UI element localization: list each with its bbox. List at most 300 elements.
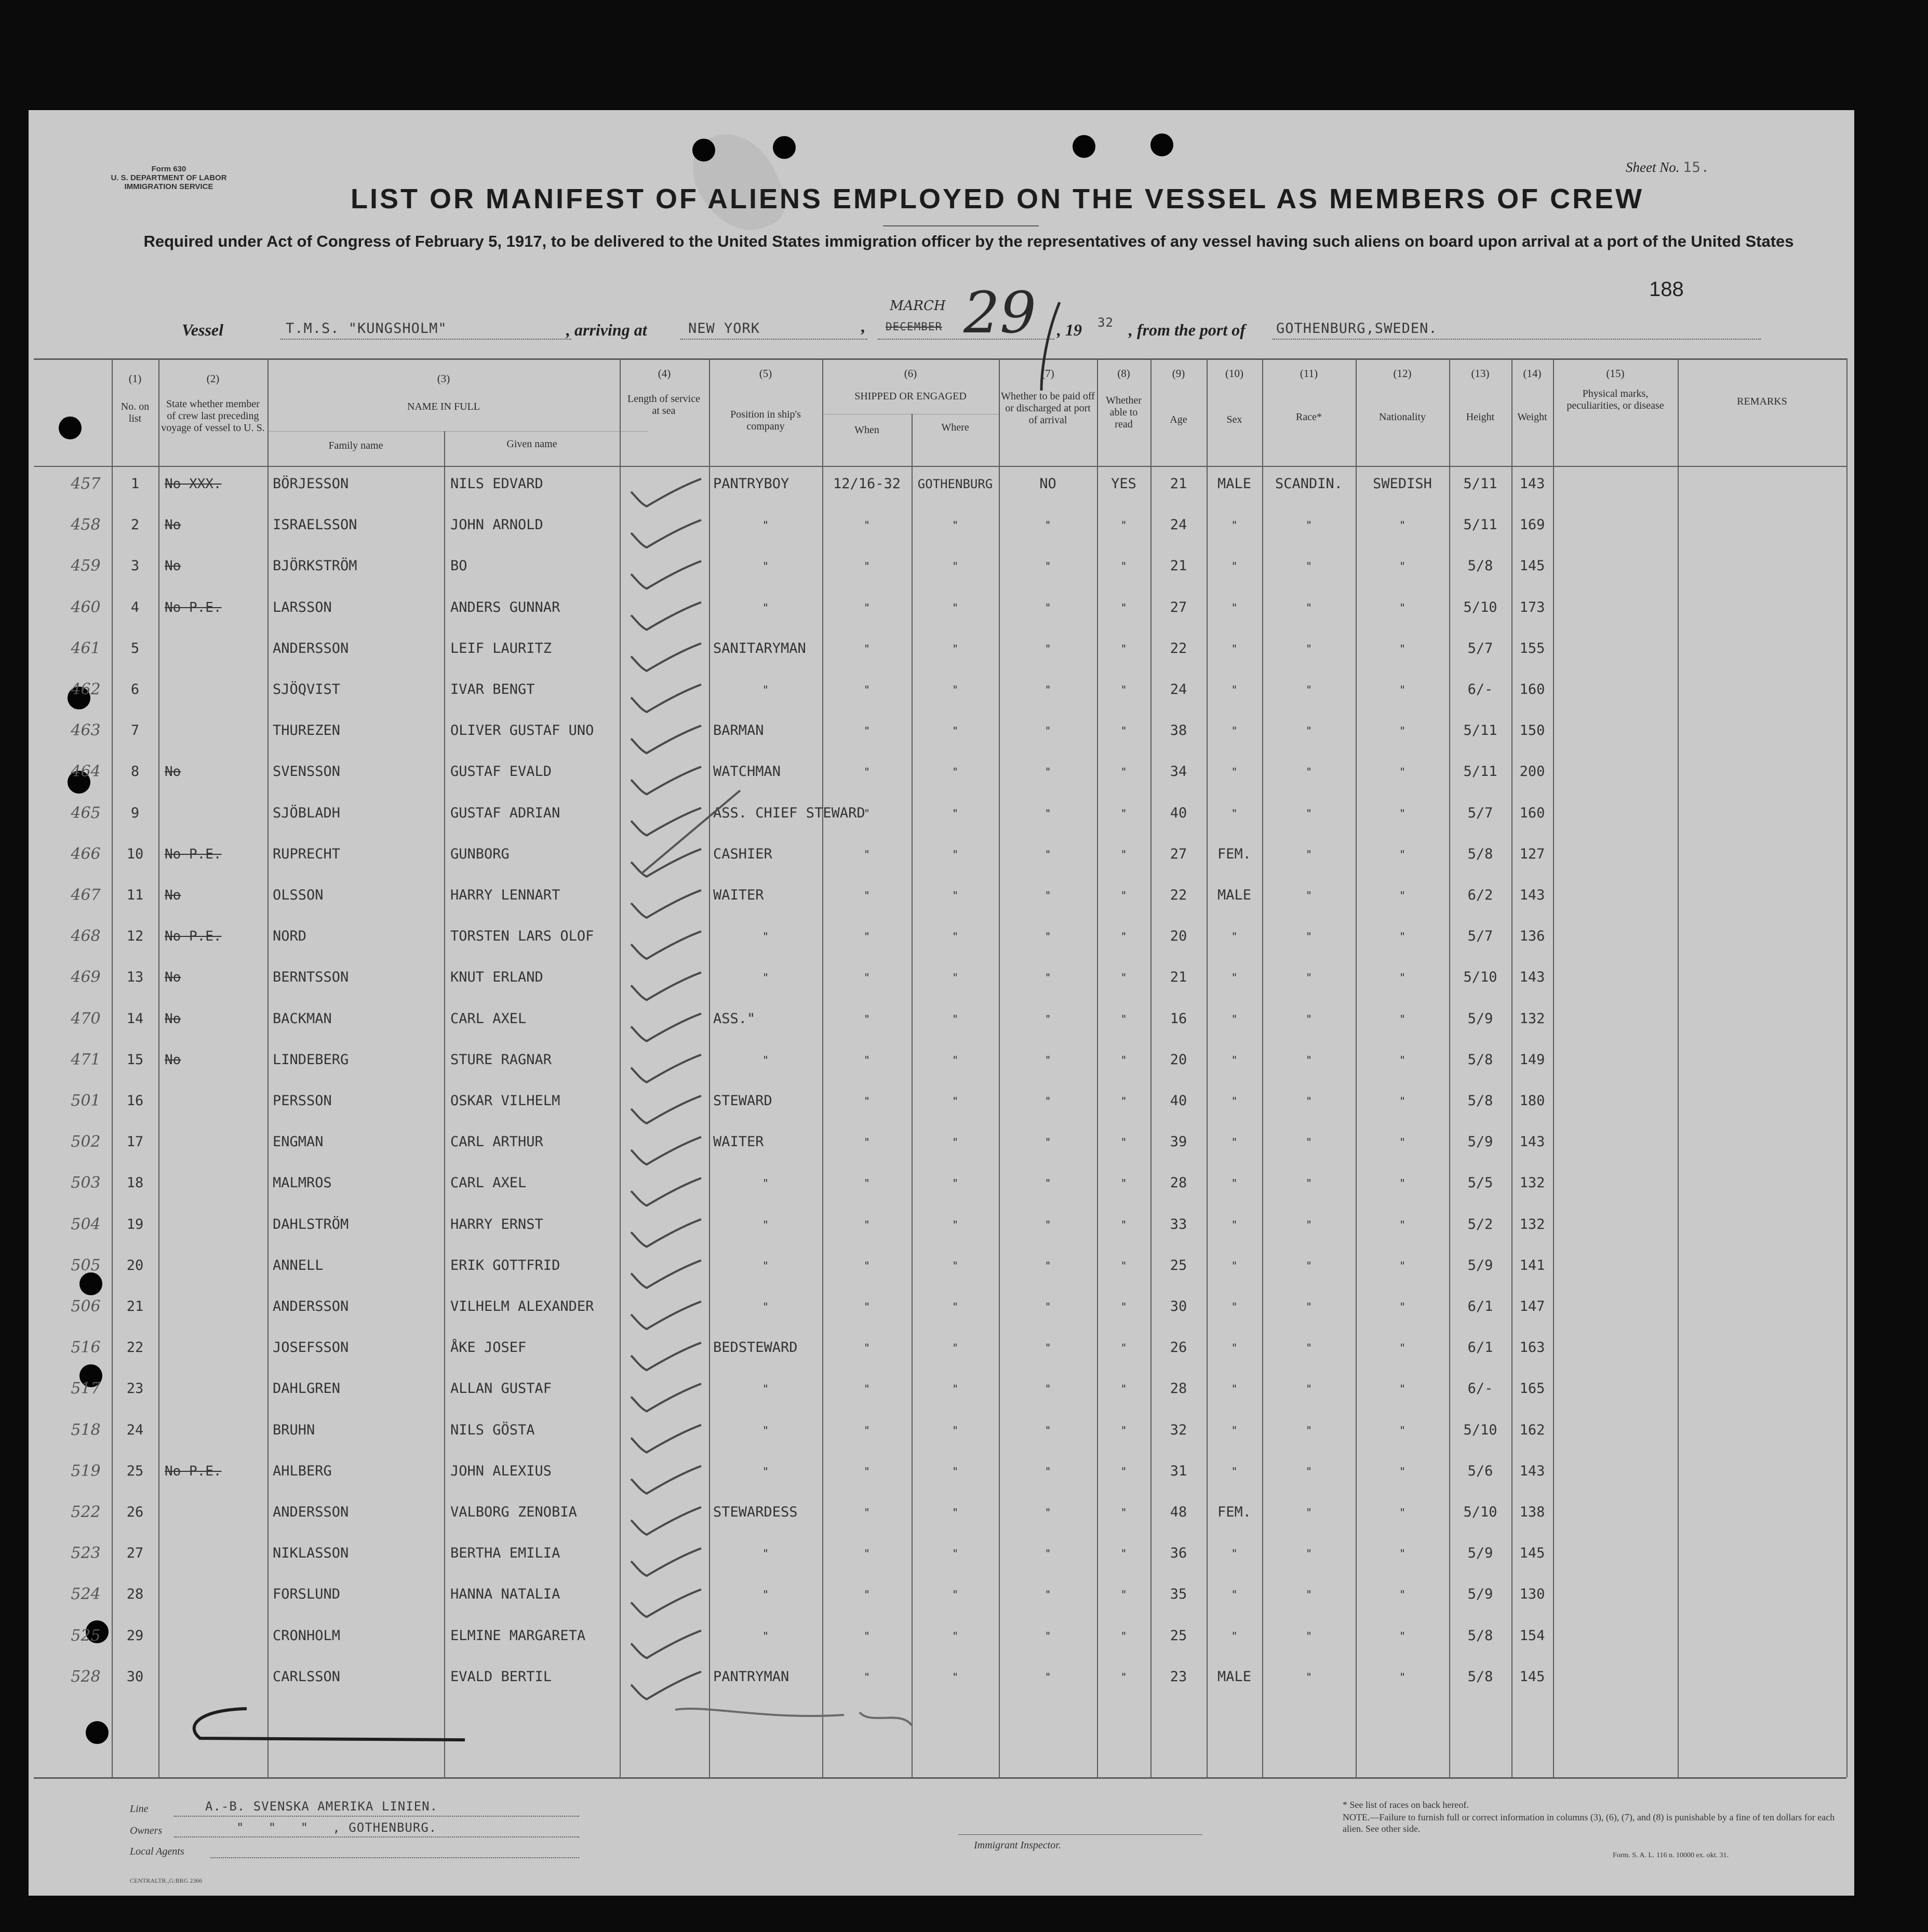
- weight: 136: [1519, 928, 1545, 945]
- ditto-mark: ": [1120, 1547, 1127, 1560]
- ditto-mark: ": [1399, 1218, 1406, 1231]
- check-mark: [631, 1302, 701, 1329]
- ditto-mark: ": [1231, 1053, 1238, 1066]
- ditto-mark: ": [1045, 1383, 1051, 1396]
- height: 5/7: [1467, 804, 1493, 821]
- check-mark: [631, 890, 701, 918]
- given-name: ALLAN GUSTAF: [450, 1380, 552, 1397]
- family-name: DAHLSTRÖM: [273, 1216, 349, 1232]
- ditto-mark: ": [1399, 971, 1406, 984]
- header-weight: Weight: [1517, 411, 1547, 423]
- given-name: BERTHA EMILIA: [450, 1545, 560, 1562]
- ditto-mark: ": [952, 1259, 959, 1272]
- check-mark: [631, 1014, 701, 1041]
- age: 23: [1170, 1668, 1187, 1685]
- row-number: 11: [126, 887, 144, 903]
- ditto-mark: ": [863, 889, 871, 902]
- height: 5/10: [1463, 1421, 1497, 1438]
- ditto-mark: ": [762, 930, 769, 943]
- ditto-mark: ": [1399, 848, 1406, 861]
- row-number: 2: [130, 517, 140, 533]
- family-name: FORSLUND: [273, 1586, 341, 1603]
- year-value: 32: [1097, 315, 1114, 330]
- ditto-mark: ": [1231, 642, 1238, 655]
- signature-scrawl: [675, 1709, 912, 1725]
- page-title: LIST OR MANIFEST OF ALIENS EMPLOYED ON THE VESSEL AS MEMBERS OF CREW: [351, 183, 1644, 214]
- ditto-mark: ": [863, 725, 871, 737]
- form-code: Form. S. A. L. 116 n. 10000 ex. okt. 31.: [1613, 1852, 1729, 1859]
- ditto-mark: ": [1231, 971, 1238, 984]
- nationality-value: SWEDISH: [1373, 476, 1432, 492]
- given-name: BO: [450, 558, 467, 574]
- weight: 138: [1519, 1504, 1545, 1520]
- shipped-where: GOTHENBURG: [917, 477, 993, 491]
- height: 5/7: [1467, 640, 1493, 656]
- ditto-mark: ": [1305, 1300, 1313, 1313]
- day-handwritten: 29: [963, 279, 1036, 346]
- position: WAITER: [713, 887, 764, 903]
- weight: 147: [1519, 1298, 1545, 1314]
- family-name: SVENSSON: [273, 763, 341, 780]
- height: 6/1: [1467, 1339, 1493, 1356]
- ditto-mark: ": [1399, 766, 1406, 779]
- ditto-mark: ": [1231, 1588, 1238, 1601]
- ditto-mark: ": [863, 1053, 871, 1066]
- ditto-mark: ": [1399, 1547, 1406, 1560]
- row-number: 30: [126, 1668, 144, 1685]
- weight: 149: [1519, 1051, 1545, 1068]
- ditto-mark: ": [1120, 601, 1127, 614]
- ditto-mark: ": [1305, 807, 1313, 820]
- ditto-mark: ": [762, 1465, 769, 1478]
- age: 24: [1170, 517, 1187, 533]
- height: 6/-: [1467, 681, 1493, 697]
- ditto-mark: ": [762, 1629, 769, 1642]
- margin-serial: 463: [71, 721, 101, 740]
- ditto-mark: ": [762, 1588, 769, 1601]
- ditto-mark: ": [863, 1629, 871, 1642]
- ditto-mark: ": [863, 560, 871, 573]
- age: 34: [1170, 763, 1187, 780]
- header-where: Where: [941, 422, 969, 433]
- ditto-mark: ": [952, 683, 959, 696]
- ditto-mark: ": [1231, 1259, 1238, 1272]
- ditto-mark: ": [1120, 971, 1127, 984]
- ditto-mark: ": [1045, 725, 1051, 737]
- ditto-mark: ": [1045, 1218, 1051, 1231]
- weight: 143: [1519, 1134, 1545, 1150]
- sex-value: MALE: [1217, 476, 1252, 492]
- check-mark: [631, 1548, 701, 1576]
- ditto-mark: ": [952, 1053, 959, 1066]
- inspector-signature-line: [958, 1834, 1202, 1835]
- ditto-mark: ": [1045, 1341, 1051, 1354]
- given-name: TORSTEN LARS OLOF: [450, 928, 594, 945]
- check-marks: [631, 479, 701, 1699]
- family-name: BJÖRKSTRÖM: [273, 558, 357, 574]
- ditto-mark: ": [1399, 1506, 1406, 1519]
- age: 24: [1170, 681, 1187, 697]
- age: 40: [1170, 804, 1187, 821]
- weight: 200: [1519, 763, 1545, 780]
- row-number: 18: [126, 1175, 144, 1191]
- ditto-mark: ": [863, 1177, 871, 1190]
- ditto-mark: ": [952, 930, 959, 943]
- col-number: (5): [759, 367, 772, 380]
- family-name: BACKMAN: [273, 1010, 332, 1027]
- ditto-mark: ": [952, 807, 959, 820]
- family-name: JOSEFSSON: [273, 1339, 349, 1356]
- row-number: 10: [126, 846, 144, 862]
- height: 5/11: [1463, 517, 1497, 533]
- margin-serial: 517: [71, 1379, 101, 1398]
- ditto-mark: ": [863, 683, 871, 696]
- ditto-mark: ": [762, 1053, 769, 1066]
- weight: 150: [1519, 722, 1545, 739]
- margin-serial: 458: [71, 516, 101, 534]
- ditto-mark: ": [1231, 1012, 1238, 1025]
- given-name: OSKAR VILHELM: [450, 1093, 560, 1109]
- weight: 163: [1519, 1339, 1545, 1356]
- prev-voyage-note: No: [165, 764, 181, 780]
- ditto-mark: ": [1045, 1300, 1051, 1313]
- ditto-mark: ": [863, 1341, 871, 1354]
- ditto-mark: ": [1120, 889, 1127, 902]
- ditto-mark: ": [1305, 1670, 1313, 1683]
- ditto-mark: ": [863, 766, 871, 779]
- age: 30: [1170, 1298, 1187, 1314]
- age: 21: [1170, 969, 1187, 986]
- ditto-mark: ": [863, 1547, 871, 1560]
- age: 20: [1170, 1051, 1187, 1068]
- check-mark: [631, 726, 701, 753]
- vessel-name: T.M.S. "KUNGSHOLM": [286, 320, 447, 337]
- margin-serial: 516: [71, 1338, 101, 1357]
- weight: 173: [1519, 599, 1545, 615]
- given-name: ANDERS GUNNAR: [450, 599, 560, 615]
- shipped-when: 12/16-32: [833, 476, 901, 492]
- family-name: BÖRJESSON: [273, 476, 349, 492]
- prev-voyage-note: No: [165, 517, 181, 533]
- col-number: (12): [1393, 367, 1412, 380]
- ditto-mark: ": [952, 1588, 959, 1601]
- margin-serial: 461: [71, 639, 101, 658]
- year-label: , 19: [1057, 320, 1082, 339]
- sex: FEM.: [1217, 1504, 1252, 1520]
- height: 5/8: [1467, 558, 1493, 574]
- header-name-in-full: NAME IN FULL: [407, 401, 480, 412]
- ditto-mark: ": [1045, 848, 1051, 861]
- row-number: 24: [126, 1421, 144, 1438]
- family-name: SJÖBLADH: [273, 804, 341, 821]
- prev-voyage-note: No P.E.: [165, 929, 222, 945]
- ditto-mark: ": [762, 1300, 769, 1313]
- ditto-mark: ": [863, 1465, 871, 1478]
- height: 5/9: [1467, 1134, 1493, 1150]
- ditto-mark: ": [1045, 683, 1051, 696]
- age: 35: [1170, 1586, 1187, 1603]
- ditto-mark: ": [1399, 683, 1406, 696]
- ditto-mark: ": [1231, 1383, 1238, 1396]
- ditto-mark: ": [1231, 560, 1238, 573]
- height: 5/2: [1467, 1216, 1493, 1232]
- ditto-mark: ": [762, 560, 769, 573]
- position: ASS. CHIEF STEWARD: [713, 804, 865, 821]
- margin-serial: 459: [71, 557, 101, 575]
- height: 6/-: [1467, 1380, 1493, 1397]
- position: BARMAN: [713, 722, 764, 739]
- ditto-mark: ": [762, 683, 769, 696]
- ditto-mark: ": [1231, 1424, 1238, 1437]
- ditto-mark: ": [762, 519, 769, 532]
- check-mark: [631, 1260, 701, 1288]
- age: 48: [1170, 1504, 1187, 1520]
- family-name: AHLBERG: [273, 1463, 332, 1479]
- ditto-mark: ": [1045, 1259, 1051, 1272]
- row-number: 27: [126, 1545, 144, 1562]
- col-number: (14): [1523, 367, 1542, 380]
- height: 5/8: [1467, 1093, 1493, 1109]
- ditto-mark: ": [1399, 1383, 1406, 1396]
- height: 5/5: [1467, 1175, 1493, 1191]
- ditto-mark: ": [1120, 807, 1127, 820]
- row-number: 23: [126, 1380, 144, 1397]
- ditto-mark: ": [1231, 1341, 1238, 1354]
- given-name: ELMINE MARGARETA: [450, 1627, 586, 1644]
- prev-voyage-note: No P.E.: [165, 846, 222, 862]
- weight: 143: [1519, 1463, 1545, 1479]
- height: 5/10: [1463, 1504, 1497, 1520]
- col-number: (3): [437, 372, 450, 385]
- ditto-mark: ": [1045, 1177, 1051, 1190]
- family-name: CRONHOLM: [273, 1627, 341, 1644]
- header-given-name: Given name: [506, 438, 557, 450]
- ditto-mark: ": [1305, 1259, 1313, 1272]
- height: 5/8: [1467, 1627, 1493, 1644]
- ditto-mark: ": [1120, 1629, 1127, 1642]
- margin-serial: 519: [71, 1461, 101, 1480]
- family-name: THUREZEN: [273, 722, 341, 739]
- age: 36: [1170, 1545, 1187, 1562]
- weight: 132: [1519, 1216, 1545, 1232]
- ditto-mark: ": [863, 930, 871, 943]
- ditto-mark: ": [1231, 1547, 1238, 1560]
- row-number: 28: [126, 1586, 144, 1603]
- given-name: EVALD BERTIL: [450, 1668, 552, 1685]
- owners-label: Owners: [130, 1825, 163, 1836]
- ditto-mark: ": [1305, 1506, 1313, 1519]
- age: 21: [1170, 476, 1187, 492]
- margin-serial: 528: [71, 1667, 101, 1686]
- given-name: CARL ARTHUR: [450, 1134, 543, 1150]
- vessel-label: Vessel: [182, 320, 223, 339]
- age: 25: [1170, 1257, 1187, 1273]
- height: 5/9: [1467, 1586, 1493, 1603]
- position: STEWARDESS: [713, 1504, 798, 1520]
- position: STEWARD: [713, 1093, 772, 1109]
- sheet-label: Sheet No.: [1626, 159, 1680, 175]
- ditto-mark: ": [1120, 1588, 1127, 1601]
- header-age: Age: [1170, 414, 1187, 425]
- weight: 165: [1519, 1380, 1545, 1397]
- sex: MALE: [1217, 1668, 1252, 1685]
- weight: 143: [1519, 969, 1545, 986]
- ditto-mark: ": [1399, 1670, 1406, 1683]
- given-name: GUNBORG: [450, 846, 510, 862]
- ditto-mark: ": [1120, 1053, 1127, 1066]
- margin-serial: 467: [71, 886, 101, 904]
- ditto-mark: ": [1305, 1588, 1313, 1601]
- row-number: 12: [126, 928, 144, 945]
- check-mark: [631, 1384, 701, 1411]
- header-able-read: Whether able to read: [1106, 395, 1142, 430]
- check-mark: [631, 1507, 701, 1535]
- ditto-mark: ": [863, 1383, 871, 1396]
- ditto-mark: ": [863, 807, 871, 820]
- margin-serial: 522: [71, 1503, 101, 1521]
- ditto-mark: ": [762, 1259, 769, 1272]
- weight: 145: [1519, 1668, 1545, 1685]
- family-name: ISRAELSSON: [273, 517, 357, 533]
- height: 5/11: [1463, 763, 1497, 780]
- ditto-mark: ": [1045, 1670, 1051, 1683]
- department-label: U. S. DEPARTMENT OF LABOR: [111, 173, 227, 182]
- row-number: 7: [130, 722, 140, 739]
- ditto-mark: ": [952, 1424, 959, 1437]
- check-mark: [631, 972, 701, 1000]
- age: 38: [1170, 722, 1187, 739]
- given-name: ERIK GOTTFRID: [450, 1257, 560, 1273]
- check-mark: [631, 1219, 701, 1247]
- ditto-mark: ": [1231, 1465, 1238, 1478]
- ditto-mark: ": [1305, 725, 1313, 737]
- ditto-mark: ": [952, 1136, 959, 1149]
- ditto-mark: ": [1231, 519, 1238, 532]
- height: 6/1: [1467, 1298, 1493, 1314]
- col-number: (6): [904, 367, 917, 380]
- age: 27: [1170, 846, 1187, 862]
- ditto-mark: ": [1399, 1341, 1406, 1354]
- given-name: LEIF LAURITZ: [450, 640, 552, 656]
- check-mark: [631, 1343, 701, 1370]
- month-handwritten: MARCH: [890, 298, 946, 314]
- ditto-mark: ": [952, 1506, 959, 1519]
- ditto-mark: ": [1120, 1424, 1127, 1437]
- prev-voyage-note: No: [165, 1052, 181, 1068]
- weight: 132: [1519, 1010, 1545, 1027]
- check-mark: [631, 1137, 701, 1164]
- height: 5/11: [1463, 476, 1497, 492]
- ditto-mark: ": [952, 560, 959, 573]
- ditto-mark: ": [1045, 642, 1051, 655]
- ditto-mark: ": [1120, 1012, 1127, 1025]
- ditto-mark: ": [1045, 889, 1051, 902]
- height: 5/8: [1467, 846, 1493, 862]
- ditto-mark: ": [952, 601, 959, 614]
- ditto-mark: ": [762, 1547, 769, 1560]
- ditto-mark: ": [1120, 1670, 1127, 1683]
- given-name: KNUT ERLAND: [450, 969, 543, 986]
- ditto-mark: ": [1305, 1095, 1313, 1107]
- ditto-mark: ": [762, 1383, 769, 1396]
- header-length-service: Length of service at sea: [627, 393, 700, 417]
- age: 20: [1170, 928, 1187, 945]
- ditto-mark: ": [952, 1383, 959, 1396]
- margin-serial: 525: [71, 1626, 101, 1645]
- given-name: STURE RAGNAR: [450, 1051, 552, 1068]
- row-number: 5: [130, 640, 140, 656]
- printer-mark: CENTRALTR.,G:BRG 2366: [130, 1877, 203, 1884]
- weight: 127: [1519, 846, 1545, 862]
- height: 5/9: [1467, 1545, 1493, 1562]
- row-number: 19: [126, 1216, 144, 1232]
- given-name: NILS GÖSTA: [450, 1421, 535, 1438]
- ditto-mark: ": [1305, 1465, 1313, 1478]
- given-name: HARRY ERNST: [450, 1216, 543, 1232]
- age: 26: [1170, 1339, 1187, 1356]
- col-number: (7): [1041, 367, 1054, 380]
- given-name: GUSTAF EVALD: [450, 763, 552, 780]
- check-mark: [631, 520, 701, 547]
- sex: FEM.: [1217, 846, 1252, 862]
- position: PANTRYBOY: [713, 476, 789, 492]
- height: 6/2: [1467, 887, 1493, 903]
- ditto-mark: ": [1305, 1547, 1313, 1560]
- ditto-mark: ": [1305, 519, 1313, 532]
- form-number: Form 630: [151, 165, 186, 173]
- ditto-mark: ": [1045, 1095, 1051, 1107]
- age: 39: [1170, 1134, 1187, 1150]
- margin-serial: 457: [71, 475, 101, 493]
- margin-serial: 471: [71, 1050, 101, 1069]
- ditto-mark: ": [1305, 766, 1313, 779]
- row-number: 26: [126, 1504, 144, 1520]
- ditto-mark: ": [1120, 1259, 1127, 1272]
- family-name: OLSSON: [273, 887, 324, 903]
- departure-port: GOTHENBURG,SWEDEN.: [1276, 320, 1438, 337]
- age: 21: [1170, 558, 1187, 574]
- age: 22: [1170, 887, 1187, 903]
- height: 5/10: [1463, 599, 1497, 615]
- prev-voyage-note: No: [165, 888, 181, 903]
- col-number: (15): [1606, 367, 1625, 380]
- family-name: ANNELL: [273, 1257, 324, 1273]
- check-mark: [631, 931, 701, 959]
- ditto-mark: ": [863, 1424, 871, 1437]
- ditto-mark: ": [1305, 601, 1313, 614]
- ditto-mark: ": [1305, 1341, 1313, 1354]
- weight: 180: [1519, 1093, 1545, 1109]
- given-name: JOHN ALEXIUS: [450, 1463, 552, 1479]
- row-number: 1: [130, 476, 140, 492]
- checkmarks-overlay: [29, 110, 1854, 1896]
- line-underline: [174, 1816, 579, 1817]
- given-name: HARRY LENNART: [450, 887, 560, 903]
- family-name: NIKLASSON: [273, 1545, 349, 1562]
- col-number: (9): [1172, 367, 1185, 380]
- row-number: 13: [126, 969, 144, 986]
- ditto-mark: ": [952, 971, 959, 984]
- ditto-mark: ": [1399, 1095, 1406, 1107]
- ditto-mark: ": [1045, 519, 1051, 532]
- position: WAITER: [713, 1134, 764, 1150]
- ditto-mark: ": [1231, 725, 1238, 737]
- header-height: Height: [1466, 411, 1495, 423]
- ditto-mark: ": [1399, 601, 1406, 614]
- age: 27: [1170, 599, 1187, 615]
- ditto-mark: ": [1045, 601, 1051, 614]
- check-mark: [631, 561, 701, 588]
